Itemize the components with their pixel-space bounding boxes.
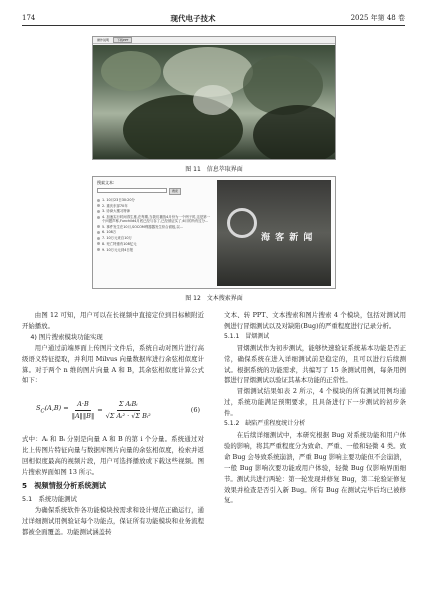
left-text-column bbox=[22, 310, 204, 538]
result-item[interactable]: 5. 事件发生在10月,SOCOM利器器发生综合面板,以... bbox=[97, 225, 212, 229]
result-bullet-icon bbox=[97, 204, 100, 207]
result-item[interactable]: 9. 10万元元到4日报 bbox=[97, 248, 212, 252]
result-item[interactable]: 7. 10万元来自10万 bbox=[97, 236, 212, 240]
subsection-heading: 5.1.1 冒烟测试 bbox=[224, 332, 270, 340]
result-bullet-icon bbox=[97, 216, 100, 219]
tire-image bbox=[227, 208, 257, 238]
issue-info: 2025 年第 48 卷 bbox=[350, 14, 405, 22]
result-bullet-icon bbox=[97, 231, 100, 234]
right-text-column bbox=[224, 310, 406, 506]
figure-12-screenshot bbox=[92, 176, 336, 289]
subsection-heading: 4) 图片搜索模块功能实现 bbox=[30, 332, 103, 341]
fig12-search-row bbox=[97, 188, 212, 195]
page-number: 174 bbox=[22, 14, 36, 22]
result-item[interactable]: 3. 协商大楼习特神 bbox=[97, 209, 212, 213]
figure-12-caption: 图 12 文本搜索界面 bbox=[185, 295, 243, 302]
fig11-video-frame-image bbox=[93, 45, 335, 159]
page-header bbox=[22, 12, 405, 24]
figure-11-screenshot bbox=[92, 36, 336, 160]
cosine-similarity-formula: $S_C(A,B)$ = $\frac{A\cdot B}{‖A‖‖B‖}$ = $\frac{\text{Σ AᵢBᵢ}}{\text{√Σ Aᵢ² · √Σ Bᵢ²}}$ (6) bbox=[36, 399, 200, 420]
result-bullet-icon bbox=[97, 237, 100, 240]
paragraph: 冒烟测试结果如表 2 所示，4 个模块的所有测试用例均通过，系统功能满足预期要求，且具备进行下一步测试的初步条件。 bbox=[224, 387, 406, 418]
formula-fraction-2: $\frac{\text{Σ AᵢBᵢ}}{\text{√Σ Aᵢ² · √Σ Bᵢ²}}$ bbox=[105, 399, 151, 420]
paragraph: 为确保系统软件各功能模块按需求和设计规范正确运行，通过详细测试用例验证每个功能点，保证所有功能模块和业务流程都被全面覆盖。功能测试涵盖转 bbox=[22, 505, 204, 536]
paragraph: 冒烟测试作为初步测试，能够快速验证系统基本功能是否正常，确保系统在进入详细测试前是稳定的，且可以进行后续测试。根据系统的功能需求，共编写了 15 条测试用例，每条用例都进行冒烟测试以验证其基本功能的正常性。 bbox=[224, 343, 406, 385]
paragraph: 式中：Aᵢ 和 Bᵢ 分别是向量 A 和 B 的第 i 个分量。系统通过对比上传图片特征向量与数据库图片向量的余弦相似度，检索并返回相似度最高的视频片段，用户可选择播放或下载这些视频。图片搜索界面如图 13 所示。 bbox=[22, 435, 204, 477]
fig11-download-ppt-button[interactable]: 下载PPT bbox=[113, 37, 132, 43]
equation-number: (6) bbox=[190, 405, 200, 414]
result-item[interactable]: 2. 重庆东部70年 bbox=[97, 204, 212, 208]
result-item[interactable]: 1. 10月23日30:20分 bbox=[97, 198, 212, 202]
result-bullet-icon bbox=[97, 248, 100, 251]
fig11-toolbar bbox=[93, 37, 335, 44]
fig12-search-input[interactable] bbox=[97, 188, 167, 193]
figure-11-caption: 图 11 信息萃取界面 bbox=[185, 166, 243, 173]
result-bullet-icon bbox=[97, 199, 100, 202]
subsection-heading: 5.1.2 缺陷严重程度统计分析 bbox=[224, 420, 306, 428]
paragraph: 用户通过前端界面上传图片文件后，系统自动对图片进行高级语义特征提取，并利用 Milvus 向量数据库进行余弦相似度计算。对于两个 n 维的图片向量 A 和 B，其余弦相似度计算公式如下： bbox=[22, 343, 204, 385]
result-item[interactable]: 4. 加速实行时间得生惠,在每期,当我们播放4月份为一个例子时,这是第一个问题声称,Funchild4月底已经与存了,已经被证实了,6月的所有过分... bbox=[97, 215, 212, 223]
result-bullet-icon bbox=[97, 210, 100, 213]
paragraph: 在后续详细测试中，本研究根据 Bug 对系统功能和用户体验的影响，将其严重程度分为致命、严重、一般和轻微 4 类。致命 Bug 会导致系统崩溃，严重 Bug 影响主要功能但不会崩溃，一般 Bug 影响次要功能或用户体验，轻微 Bug 仅影响界面细节。测试共进行两轮：第一轮发现并修复 Bug，第二轮验证修复效果并检查是否引入新 Bug。所有 Bug 在测试完毕后均已被修复。 bbox=[224, 430, 406, 505]
fig12-results-list bbox=[97, 198, 212, 252]
fig12-search-panel bbox=[97, 180, 212, 253]
formula-fraction-1: $\frac{A\cdot B}{‖A‖‖B‖}$ bbox=[71, 399, 95, 420]
formula-lhs: $S_C(A,B)$ = bbox=[36, 404, 69, 415]
subsection-heading: 5.1 系统功能测试 bbox=[22, 494, 77, 503]
journal-title: 现代电子技术 bbox=[170, 13, 216, 23]
paragraph: 文本、转 PPT、文本搜索和图片搜索 4 个模块，包括对测试用例进行冒烟测试以及对缺陷(Bug)的严重程度进行记录分析。 bbox=[224, 311, 406, 330]
fig12-search-label: 搜索文本: bbox=[97, 180, 115, 185]
section-heading: 5 视频情报分析系统测试 bbox=[22, 480, 107, 490]
fig12-watermark: 海 客 新 闻 bbox=[261, 233, 314, 243]
result-bullet-icon bbox=[97, 225, 100, 228]
fig12-video-player[interactable] bbox=[217, 180, 331, 286]
header-divider bbox=[22, 25, 405, 26]
result-item[interactable]: 8. 死亡特惠有108亿元 bbox=[97, 242, 212, 246]
fig11-toolbar-label: 操作说明 bbox=[97, 38, 110, 42]
result-bullet-icon bbox=[97, 242, 100, 245]
paragraph: 由图 12 可知，用户可以在长视频中直接定位到目标帧附近开始播放。 bbox=[22, 311, 204, 330]
result-item[interactable]: 6. 108万 bbox=[97, 230, 212, 234]
fig12-search-button[interactable]: 搜索 bbox=[169, 188, 181, 195]
